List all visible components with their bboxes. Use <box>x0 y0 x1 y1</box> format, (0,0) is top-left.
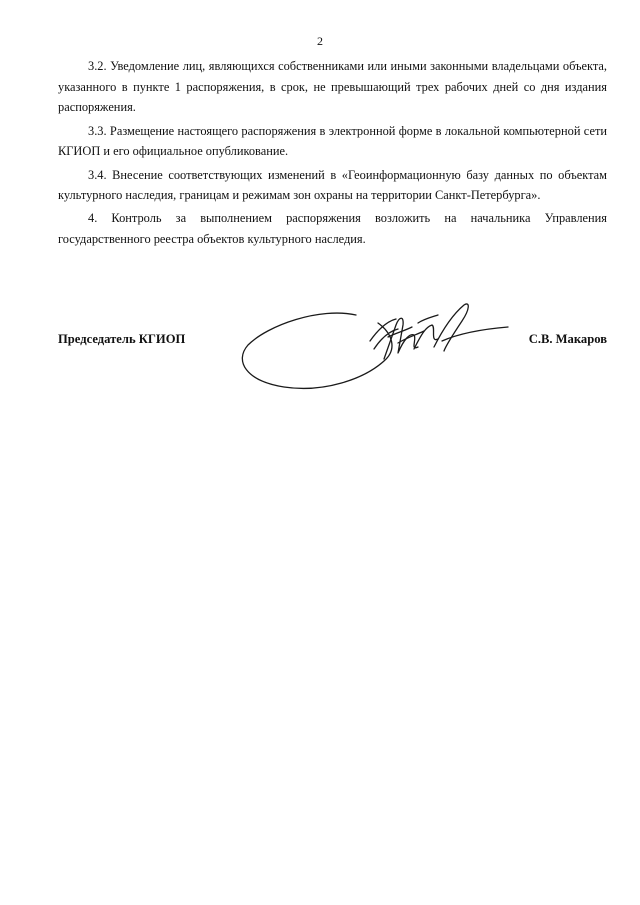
paragraph-3-4: 3.4. Внесение соответствующих изменений в «Геоинформационную базу данных по объектам культурного наследия, границам и режимам зон охраны на территории Санкт-Петербурга». <box>58 167 607 203</box>
paragraph-3-3: 3.3. Размещение настоящего распоряжения в электронной форме в локальной компьютерной сети КГИОП и его официальное опубликование. <box>58 123 607 159</box>
page-number: 2 <box>317 34 323 48</box>
signer-name: С.В. Макаров <box>528 332 607 346</box>
signer-title: Председатель КГИОП <box>58 332 186 346</box>
paragraph-3-2: 3.2. Уведомление лиц, являющихся собственниками или иными законными владельцами объекта, указанного в пункте 1 распоряжения, в срок, не превышающий трех рабочих дней со дня издания распоряжения. <box>58 59 607 115</box>
signature-icon <box>238 293 510 395</box>
document-body <box>58 56 607 252</box>
paragraph-4: 4. Контроль за выполнением распоряжения возложить на начальника Управления государственного реестра объектов культурного наследия. <box>58 211 607 247</box>
